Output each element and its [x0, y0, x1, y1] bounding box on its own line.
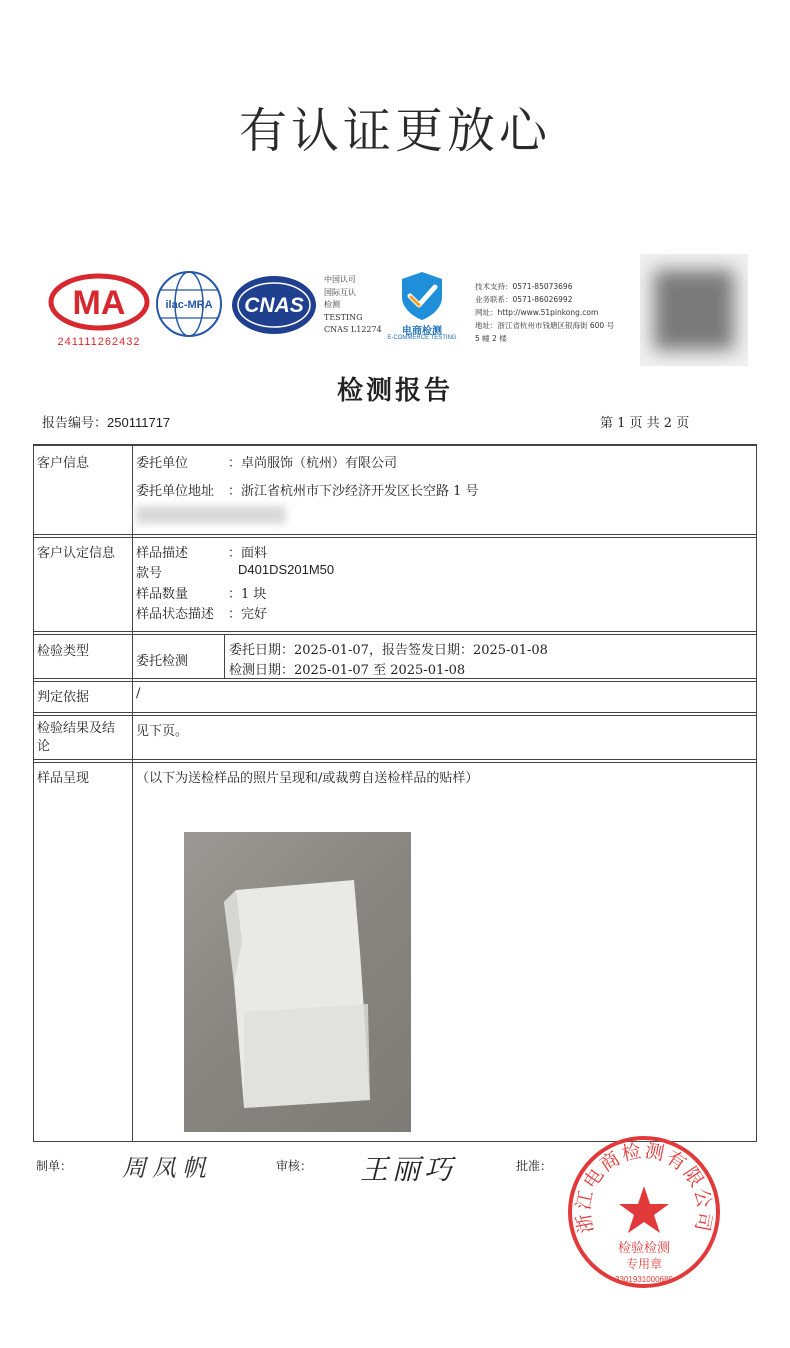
- cnas-lines: [324, 274, 384, 337]
- sample-desc-value: ：面料: [228, 546, 268, 561]
- style-number-value: D401DS201M50: [238, 562, 335, 577]
- cnas-line: TESTING: [324, 312, 363, 322]
- inspection-type-value: 委托检测: [136, 654, 189, 669]
- sample-qty-label: 样品数量: [136, 587, 189, 602]
- maker-label: 制单：: [36, 1159, 73, 1173]
- fabric-swatch: [184, 832, 411, 1132]
- client-address-label: 委托单位地址: [136, 484, 215, 499]
- sample-state-value: ：完好: [228, 607, 268, 622]
- ilac-text: ilac-MRA: [165, 299, 213, 311]
- ecommerce-label: 电商检测: [402, 326, 442, 337]
- basis-section-label: 判定依据: [37, 690, 90, 705]
- sample-desc-label: 样品描述: [136, 546, 189, 561]
- seal-stamp-icon: [566, 1134, 722, 1290]
- cnas-line: 中国认可: [324, 275, 356, 284]
- company-seal: [566, 1134, 722, 1290]
- cnas-line: 检测: [324, 300, 340, 309]
- reviewer-signature: 王丽巧: [360, 1153, 457, 1186]
- cnas-text: CNAS: [244, 294, 304, 317]
- ecommerce-label-en: E-COMMERCE TESTING: [387, 335, 457, 341]
- reviewer-label: 审核：: [276, 1159, 313, 1173]
- contact-line: 5 幢 2 楼: [475, 334, 507, 343]
- inspection-dates-line2: 检测日期：2025-01-07 至 2025-01-08: [229, 663, 466, 678]
- redacted-field: [136, 506, 286, 524]
- shield-check-icon: [380, 270, 464, 322]
- result-label-line: 论: [37, 739, 51, 754]
- cma-number: 241111262432: [57, 336, 141, 348]
- cnas-line: 国际互认: [324, 287, 356, 297]
- cnas-logo-icon: [230, 274, 318, 336]
- seal-ring-text: 浙江电商检测有限公司: [572, 1139, 716, 1235]
- ilac-mra-logo: [155, 270, 223, 338]
- contact-line: 技术支持：0571-85073696: [475, 282, 573, 291]
- page-info: 第 1 页 共 2 页: [600, 416, 690, 431]
- maker-signature: 周凤帆: [122, 1154, 212, 1182]
- contact-line: 业务联系：0571-86026992: [475, 295, 573, 304]
- ecommerce-testing-logo: [380, 270, 464, 346]
- inspection-section-label: 检验类型: [37, 644, 90, 659]
- cma-text: MA: [72, 284, 126, 322]
- sample-section-label: 客户认定信息: [37, 546, 116, 561]
- seal-number: 3301931000689: [615, 1275, 673, 1284]
- basis-value: /: [136, 686, 141, 701]
- headline: 有认证更放心: [238, 103, 551, 159]
- presentation-section-label: 样品呈现: [37, 771, 90, 786]
- result-section-label: [37, 720, 115, 756]
- seal-center-2: 专用章: [625, 1257, 663, 1271]
- sample-state-label: 样品状态描述: [136, 607, 215, 622]
- sample-qty-value: ：1 块: [228, 587, 267, 602]
- customer-section-label: 客户信息: [37, 456, 90, 471]
- report-number: 250111717: [107, 415, 171, 430]
- inspection-dates-line1: 委托日期：2025-01-07，报告签发日期：2025-01-08: [229, 643, 548, 658]
- cma-logo: [44, 272, 154, 352]
- cnas-logo: [230, 274, 318, 336]
- style-number-label: 款号: [136, 566, 163, 581]
- report-title: 检测报告: [336, 376, 453, 406]
- result-label-line: 检验结果及结: [37, 721, 116, 736]
- client-label: 委托单位: [136, 456, 189, 471]
- approver-label: 批准：: [516, 1159, 553, 1173]
- result-value: 见下页。: [136, 724, 189, 739]
- ilac-globe-icon: [155, 270, 223, 338]
- sample-photo: [184, 832, 411, 1132]
- contact-info: [475, 280, 645, 345]
- presentation-note: （以下为送检样品的照片呈现和/或裁剪自送检样品的贴样）: [136, 771, 479, 786]
- seal-center-1: 检验检测: [617, 1241, 671, 1256]
- client-value: ：卓尚服饰（杭州）有限公司: [228, 456, 398, 471]
- report-number-label: 报告编号：: [42, 416, 108, 431]
- contact-line: 网址：http://www.51pinkong.com: [475, 308, 599, 317]
- cnas-line: CNAS L12274: [324, 325, 382, 334]
- contact-line: 地址：浙江省杭州市钱塘区银海街 600 号: [475, 321, 615, 330]
- client-address-value: ：浙江省杭州市下沙经济开发区长空路 1 号: [228, 484, 479, 499]
- qr-code-blurred: [640, 254, 748, 366]
- report-number-row: [42, 412, 170, 431]
